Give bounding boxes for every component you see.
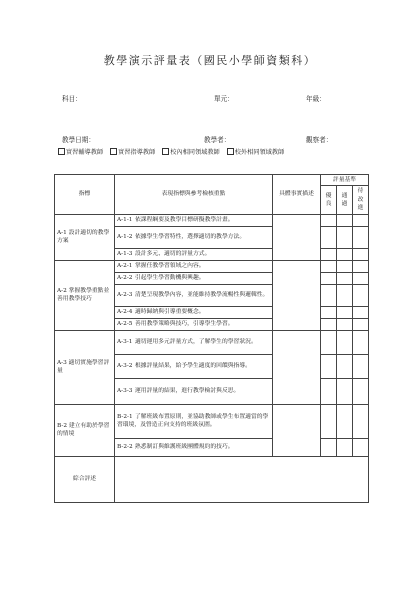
header-indicator: 指標 bbox=[55, 175, 115, 215]
rating-cell[interactable] bbox=[353, 248, 369, 260]
rating-cell[interactable] bbox=[337, 272, 353, 284]
observer-type-option[interactable]: 實習輔導教師 bbox=[58, 147, 103, 156]
indicator-cell: B-2 建立有助於學習的情境 bbox=[55, 404, 115, 456]
observer-type-option[interactable]: 校外相同領域教師 bbox=[227, 147, 285, 156]
summary-input[interactable] bbox=[115, 456, 369, 502]
rating-cell[interactable] bbox=[353, 438, 369, 456]
form-title: 教學演示評量表（國民小學師資類科） bbox=[103, 54, 317, 67]
header-criteria: 表現指標與參考檢核重點 bbox=[115, 175, 273, 215]
checkbox-icon[interactable] bbox=[162, 148, 169, 155]
observer-type-options bbox=[58, 147, 284, 156]
observer-type-option[interactable]: 校內相同領域教師 bbox=[162, 147, 220, 156]
evidence-cell[interactable] bbox=[273, 214, 321, 260]
rating-cell[interactable] bbox=[353, 354, 369, 378]
criteria-cell: A-1-2 依據學生學習特性，選擇適切的教學方法。 bbox=[115, 226, 273, 248]
grade-field[interactable]: 年級： bbox=[306, 95, 326, 103]
criteria-cell: A-3-2 根據評量結果，給予學生適度的回饋與指導。 bbox=[115, 354, 273, 378]
teacher-field[interactable]: 教學者： bbox=[204, 136, 231, 144]
table-row bbox=[55, 404, 369, 438]
indicator-cell: A-2 掌握教學重點並善用教學技巧 bbox=[55, 260, 115, 330]
rating-cell[interactable] bbox=[321, 248, 337, 260]
date-field[interactable]: 教學日期： bbox=[62, 136, 95, 144]
rating-cell[interactable] bbox=[321, 226, 337, 248]
criteria-cell: A-2-4 適時歸納與引導重要概念。 bbox=[115, 306, 273, 318]
rating-cell[interactable] bbox=[353, 284, 369, 306]
rating-cell[interactable] bbox=[321, 438, 337, 456]
rating-cell[interactable] bbox=[337, 404, 353, 438]
criteria-cell: A-3-3 運用評量的結果，進行教學檢討與反思。 bbox=[115, 378, 273, 404]
criteria-cell: A-2-1 掌握任教學習領域之內容。 bbox=[115, 260, 273, 272]
rating-cell[interactable] bbox=[321, 306, 337, 318]
unit-field[interactable]: 單元： bbox=[214, 95, 234, 103]
rating-cell[interactable] bbox=[321, 330, 337, 354]
rating-cell[interactable] bbox=[321, 378, 337, 404]
rating-cell[interactable] bbox=[353, 260, 369, 272]
header-rating: 評量基準 bbox=[321, 175, 369, 186]
criteria-cell: B-2-2 熟悉制訂與維護班級團體規約的技巧。 bbox=[115, 438, 273, 456]
rating-cell[interactable] bbox=[353, 214, 369, 226]
criteria-cell: A-2-5 善用教學策略與技巧，引導學生學習。 bbox=[115, 318, 273, 330]
indicator-cell: A-1 設計適切的教學方案 bbox=[55, 214, 115, 260]
evaluation-table bbox=[54, 174, 369, 503]
summary-label: 綜合評述 bbox=[55, 456, 115, 502]
rating-cell[interactable] bbox=[321, 214, 337, 226]
rating-cell[interactable] bbox=[337, 318, 353, 330]
rating-cell[interactable] bbox=[337, 438, 353, 456]
evidence-cell[interactable] bbox=[273, 404, 321, 456]
rating-cell[interactable] bbox=[321, 284, 337, 306]
criteria-cell: A-1-3 設計多元、適切的評量方式。 bbox=[115, 248, 273, 260]
rating-cell[interactable] bbox=[337, 226, 353, 248]
criteria-cell: A-3-1 適切運用多元評量方式，了解學生的學習狀況。 bbox=[115, 330, 273, 354]
subject-field[interactable]: 科目： bbox=[62, 95, 82, 103]
table-row bbox=[55, 214, 369, 226]
rating-cell[interactable] bbox=[337, 378, 353, 404]
rating-cell[interactable] bbox=[337, 260, 353, 272]
checkbox-icon[interactable] bbox=[58, 148, 65, 155]
checkbox-icon[interactable] bbox=[227, 148, 234, 155]
rating-cell[interactable] bbox=[321, 404, 337, 438]
criteria-cell: A-1-1 依課程綱要及教學目標研擬教學計畫。 bbox=[115, 214, 273, 226]
rating-cell[interactable] bbox=[353, 404, 369, 438]
rating-cell[interactable] bbox=[321, 260, 337, 272]
evidence-cell[interactable] bbox=[273, 260, 321, 330]
criteria-cell: B-2-1 了解班級布置原則，並協助教師或學生布置適當的學習環境，及營造正向支持的班級氛圍。 bbox=[115, 404, 273, 438]
evidence-cell[interactable] bbox=[273, 330, 321, 404]
table-row bbox=[55, 330, 369, 354]
rating-cell[interactable] bbox=[353, 318, 369, 330]
rating-cell[interactable] bbox=[353, 306, 369, 318]
indicator-cell: A-3 適切實施學習評量 bbox=[55, 330, 115, 404]
criteria-cell: A-2-2 引起學生學習動機與興趣。 bbox=[115, 272, 273, 284]
rating-cell[interactable] bbox=[337, 248, 353, 260]
rating-cell[interactable] bbox=[337, 330, 353, 354]
table-row bbox=[55, 260, 369, 272]
rating-level: 待改進 bbox=[353, 186, 369, 214]
rating-cell[interactable] bbox=[321, 318, 337, 330]
summary-row bbox=[55, 456, 369, 502]
rating-cell[interactable] bbox=[353, 330, 369, 354]
rating-cell[interactable] bbox=[337, 214, 353, 226]
rating-cell[interactable] bbox=[353, 272, 369, 284]
observer-field[interactable]: 觀察者： bbox=[306, 136, 333, 144]
rating-cell[interactable] bbox=[321, 354, 337, 378]
rating-cell[interactable] bbox=[337, 306, 353, 318]
rating-cell[interactable] bbox=[337, 284, 353, 306]
criteria-cell: A-2-3 清楚呈現教學內容，並能維持教學流暢性與邏輯性。 bbox=[115, 284, 273, 306]
rating-cell[interactable] bbox=[353, 378, 369, 404]
rating-cell[interactable] bbox=[337, 354, 353, 378]
header-evidence: 具體事實描述 bbox=[273, 175, 321, 215]
rating-cell[interactable] bbox=[321, 272, 337, 284]
checkbox-icon[interactable] bbox=[110, 148, 117, 155]
observer-type-option[interactable]: 實習指導教師 bbox=[110, 147, 155, 156]
rating-level: 優良 bbox=[321, 186, 337, 214]
rating-cell[interactable] bbox=[353, 226, 369, 248]
rating-level: 通過 bbox=[337, 186, 353, 214]
